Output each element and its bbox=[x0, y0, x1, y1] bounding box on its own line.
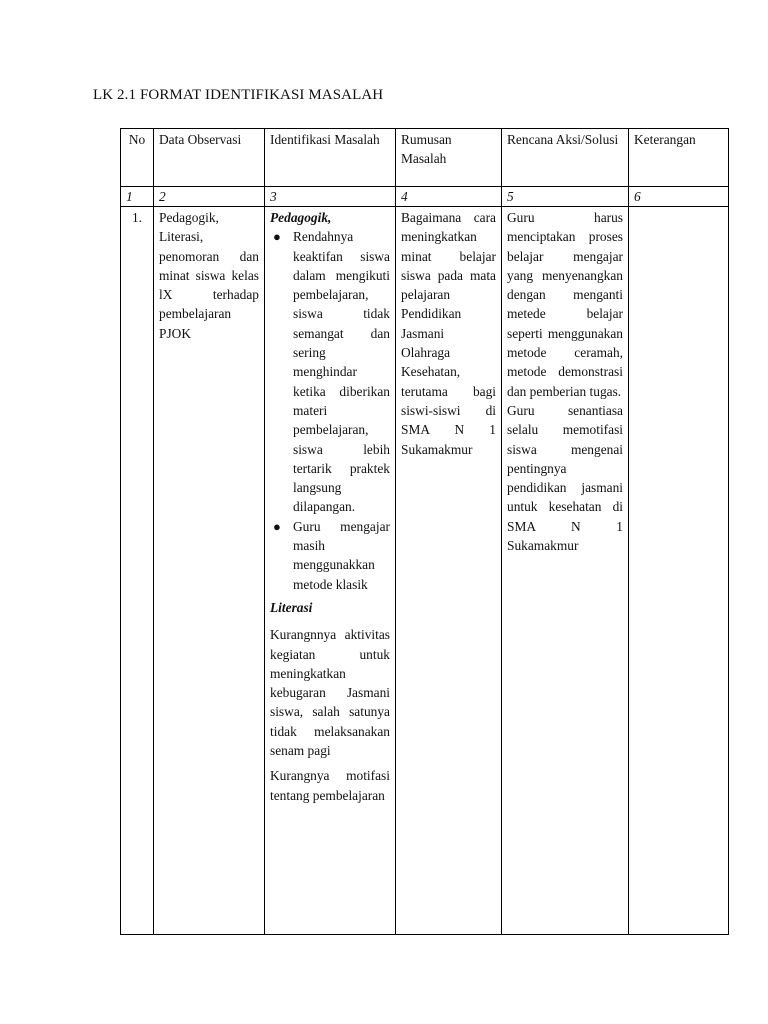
rencana-paragraph: Guru senantiasa selalu memotifasi siswa mengenai pentingnya pendidikan jasmani untuk kesehatan di SMA N 1 Sukamakmur bbox=[507, 402, 623, 554]
bullet-icon: ● bbox=[273, 518, 281, 534]
header-identifikasi-masalah: Identifikasi Masalah bbox=[265, 129, 396, 187]
literasi-paragraph: Kurangnya motifasi tentang pembelajaran bbox=[270, 768, 390, 803]
bullet-text: Guru mengajar masih menggunakkan metode klasik bbox=[293, 518, 390, 592]
bullet-text: Rendahnya keaktifan siswa dalam mengikuti pembelajaran, siswa tidak semangat dan sering menghindar ketika diberikan materi pembelajaran, siswa lebih tertarik praktek langsung dilapangan. bbox=[293, 229, 390, 515]
pedagogik-bullet-list bbox=[270, 227, 390, 594]
literasi-heading: Literasi bbox=[270, 599, 313, 615]
header-rencana-aksi: Rencana Aksi/Solusi bbox=[502, 129, 629, 187]
rencana-paragraph: Guru harus menciptakan proses belajar mengajar yang menyenangkan dengan menganti metede belajar seperti menggunakan metode ceramah, metode demonstrasi dan pemberian tugas. bbox=[507, 210, 623, 399]
column-number: 3 bbox=[265, 187, 396, 207]
header-no: No bbox=[121, 129, 154, 187]
column-number: 4 bbox=[396, 187, 502, 207]
cell-keterangan bbox=[629, 207, 729, 935]
row-number: 1. bbox=[121, 207, 154, 935]
problem-identification-table bbox=[120, 128, 729, 935]
cell-rumusan-masalah: Bagaimana cara meningkatkan minat belajar siswa pada mata pelajaran Pendidikan Jasmani Olahraga Kesehatan, terutama bagi siswi-siswi di SMA N 1 Sukamakmur bbox=[396, 207, 502, 935]
document-title: LK 2.1 FORMAT IDENTIFIKASI MASALAH bbox=[93, 87, 384, 103]
pedagogik-heading: Pedagogik, bbox=[270, 210, 332, 225]
header-data-observasi: Data Observasi bbox=[154, 129, 265, 187]
column-number: 2 bbox=[154, 187, 265, 207]
cell-identifikasi-masalah bbox=[265, 207, 396, 935]
list-item bbox=[270, 227, 390, 516]
cell-rencana-aksi bbox=[502, 207, 629, 935]
column-number: 6 bbox=[629, 187, 729, 207]
column-number: 5 bbox=[502, 187, 629, 207]
literasi-paragraph: Kurangnnya aktivitas kegiatan untuk meningkatkan kebugaran Jasmani siswa, salah satunya tidak melaksanakan senam pagi bbox=[270, 627, 390, 759]
table-row bbox=[121, 207, 729, 935]
header-rumusan-masalah: Rumusan Masalah bbox=[396, 129, 502, 187]
column-number: 1 bbox=[121, 187, 154, 207]
bullet-icon: ● bbox=[273, 229, 281, 245]
cell-data-observasi: Pedagogik, Literasi, penomoran dan minat siswa kelas lX terhadap pembelajaran PJOK bbox=[154, 207, 265, 935]
header-keterangan: Keterangan bbox=[629, 129, 729, 187]
list-item bbox=[270, 517, 390, 594]
table-header-row bbox=[121, 129, 729, 187]
column-number-row bbox=[121, 187, 729, 207]
